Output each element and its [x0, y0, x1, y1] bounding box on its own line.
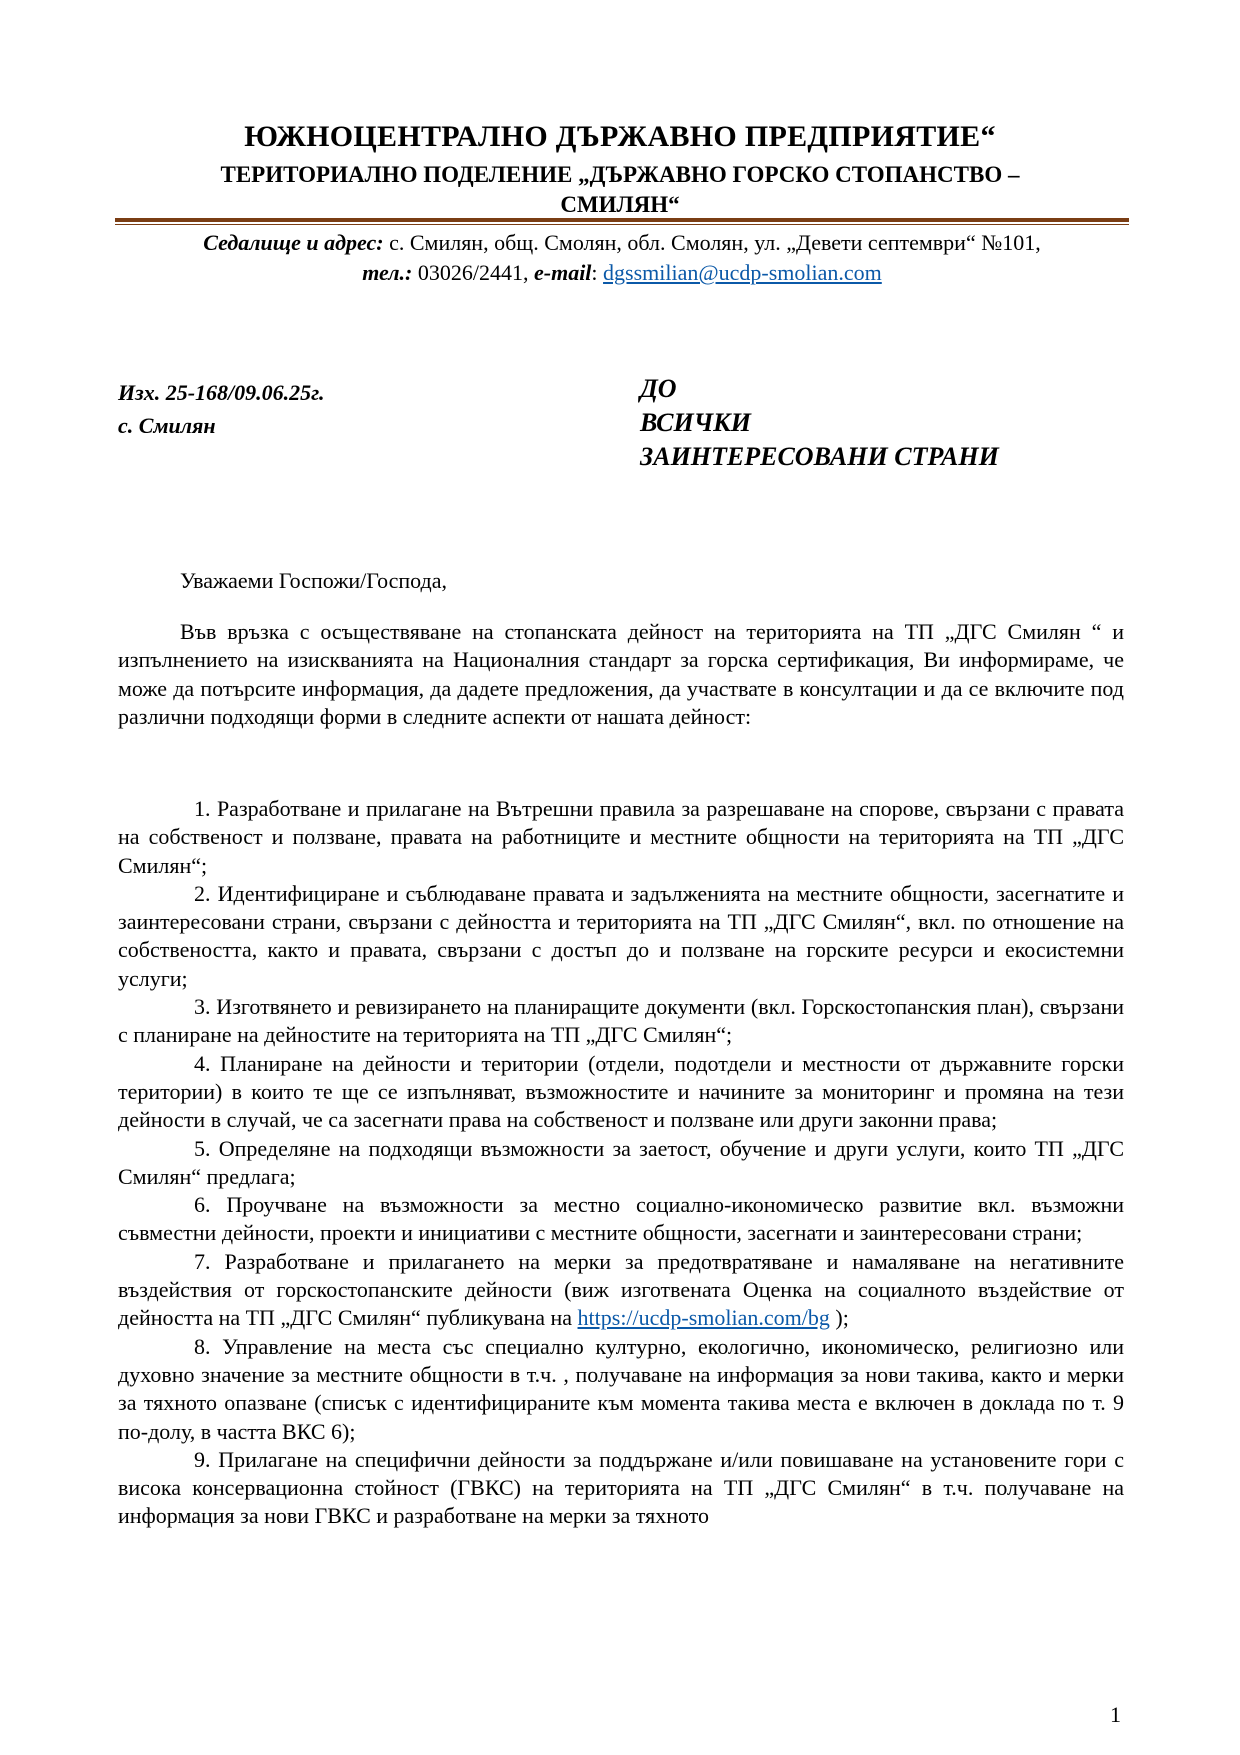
list-item: 4. Планиране на дейности и територии (отдели, подотдели и местности от държавните горски територии) в които те ще се изпълняват, възможностите и начините за мониторинг и промяна на тези дейности в случай, че са засегнати права на собственост и ползване или други законни права; — [118, 1050, 1124, 1133]
contact-line — [115, 258, 1129, 288]
list-item-7 — [118, 1248, 1124, 1333]
recipient-block — [640, 372, 999, 474]
phone-text: 03026/2441, — [412, 260, 534, 285]
list-item-7-tail: ); — [829, 1305, 849, 1331]
list-item: 8. Управление на места със специално културно, екологично, икономическо, религиозно или духовно значение за местните общности в т.ч. , получаване на информация за нови такива, както и мерки за тяхното опазване (списък с идентифицираните към момента такива места е включен в доклада по т. 9 по-долу, в частта ВКС 6); — [118, 1333, 1124, 1444]
page-number: 1 — [1110, 1702, 1121, 1727]
email-label: e-mail — [533, 260, 592, 285]
address-line — [115, 228, 1129, 258]
reference-number: Изх. 25-168/09.06.25г. — [118, 380, 325, 405]
reference-block — [118, 376, 324, 442]
recipient-line2: ВСИЧКИ — [640, 408, 751, 437]
address-block — [115, 228, 1129, 288]
list-item: 2. Идентифициране и съблюдаване правата и задълженията на местните общности, засегнатите и заинтересовани страни, свързани с дейността и територията на ТП „ДГС Смилян“, вкл. по отношение на собствеността, както и правата, свързани с достъп до и ползване на горските ресурси и екосистемни услуги; — [118, 880, 1124, 991]
reference-place: с. Смилян — [118, 413, 216, 438]
header-divider-thin — [115, 224, 1129, 225]
header-divider — [115, 218, 1129, 222]
list-item: 6. Проучване на възможности за местно социално-икономическо развитие вкл. възможни съвместни дейности, проекти и инициативи с местните общности, засегнати и заинтересовани страни; — [118, 1192, 1124, 1246]
list-item: 5. Определяне на подходящи възможности за заетост, обучение и други услуги, които ТП „ДГС Смилян“ предлага; — [118, 1135, 1124, 1189]
division-name — [170, 160, 1070, 220]
address-label: Седалище и адрес: — [203, 230, 384, 255]
website-link[interactable]: https://ucdp-smolian.com/bg — [577, 1305, 830, 1331]
list-item: 1. Разработване и прилагане на Вътрешни правила за разрешаване на спорове, свързани с правата на собственост и ползване, правата на работниците и местните общности на територията на ТП „ДГС Смилян“; — [118, 796, 1124, 878]
greeting: Уважаеми Госпожи/Господа, — [180, 568, 447, 593]
intro-paragraph: Във връзка с осъществяване на стопанската дейност на територията на ТП „ДГС Смилян “ и изпълнението на изискванията на Националния стандарт за горска сертификация, Ви информираме, че може да потърсите информация, да дадете предложения, да участвате в консултации и да се включите под различни подходящи форми в следните аспекти от нашата дейност: — [118, 619, 1124, 729]
email-separator: : — [591, 260, 604, 285]
list-item-7-text: 7. Разработване и прилагането на мерки за предотвратяване и намаляване на негативните въздействия от горскостопанските дейности (виж изготвената Оценка на социалното въздействие от дейността на ТП „ДГС Смилян“ публикувана на — [118, 1248, 1124, 1331]
division-name-line1: ТЕРИТОРИАЛНО ПОДЕЛЕНИЕ „ДЪРЖАВНО ГОРСКО СТОПАНСТВО – — [220, 162, 1020, 187]
list-item: 9. Прилагане на специфични дейности за поддържане и/или повишаване на установените гори с висока консервационна стойност (ГВКС) на територията на ТП „ДГС Смилян“ в т.ч. получаване на информация за нови ГВКС и разработване на мерки за тяхното — [118, 1446, 1124, 1529]
recipient-line3: ЗАИНТЕРЕСОВАНИ СТРАНИ — [640, 442, 999, 471]
address-text: с. Смилян, общ. Смолян, обл. Смолян, ул. „Девети септември“ №101, — [383, 230, 1041, 255]
phone-label: тел.: — [362, 260, 413, 285]
email-link[interactable]: dgssmilian@ucdp-smolian.com — [603, 260, 882, 285]
division-name-line2: СМИЛЯН“ — [560, 192, 680, 217]
organization-name: ЮЖНОЦЕНТРАЛНО ДЪРЖАВНО ПРЕДПРИЯТИЕ“ — [244, 120, 996, 153]
recipient-line1: ДО — [640, 374, 677, 403]
list-item: 3. Изготвянето и ревизирането на планиращите документи (вкл. Горскостопанския план), свързани с планиране на дейностите на територията на ТП „ДГС Смилян“; — [118, 994, 1124, 1048]
activity-list — [118, 795, 1124, 1531]
